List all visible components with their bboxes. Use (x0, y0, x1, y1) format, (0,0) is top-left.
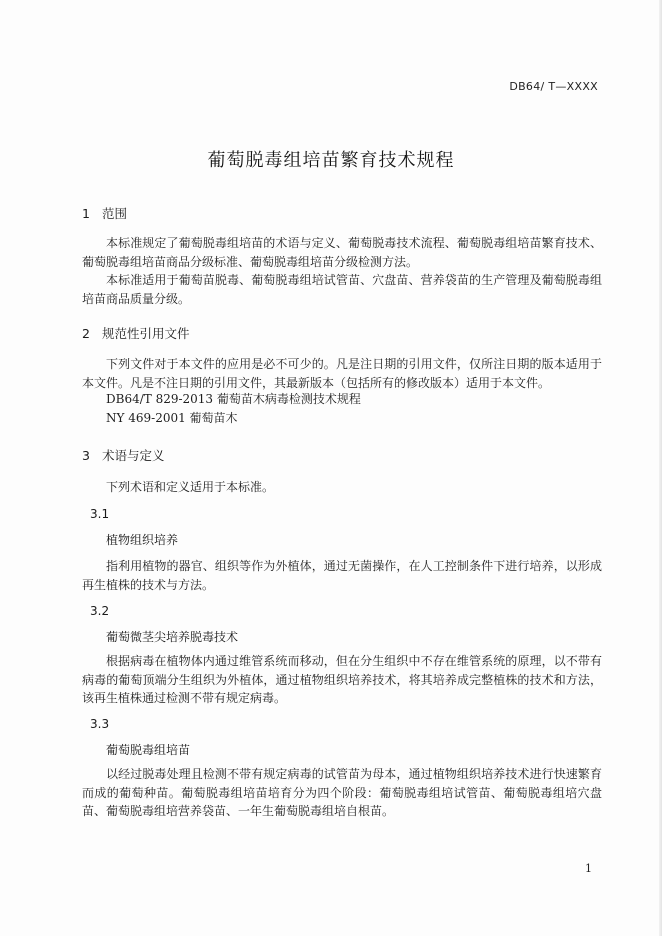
page-number: 1 (585, 862, 592, 875)
term-number: 3.3 (90, 717, 110, 731)
term-number: 3.1 (90, 507, 110, 521)
reference-item: DB64/T 829-2013 葡萄苗木病毒检测技术规程 (106, 392, 361, 406)
document-code: DB64/ T—XXXX (509, 80, 598, 93)
reference-item: NY 469-2001 葡萄苗木 (106, 411, 238, 425)
document-title: 葡萄脱毒组培苗繁育技术规程 (207, 150, 455, 171)
section-2-heading (82, 324, 190, 342)
term-definition: 根据病毒在植物体内通过维管系统而移动，但在分生组织中不存在维管系统的原理，以不带有病毒的葡萄顶端分生组织为外植体，通过植物组织培养技术，将其培养成完整植株的技术和方法，该再生植株通过检测不带有规定病毒。 (82, 654, 602, 705)
term-number: 3.2 (90, 604, 110, 618)
section-number: 1 (82, 206, 90, 221)
section-1-heading (82, 204, 127, 222)
section-1-paragraph-2: 本标准适用于葡萄苗脱毒、葡萄脱毒组培试管苗、穴盘苗、营养袋苗的生产管理及葡萄脱毒组培苗商品质量分级。 (82, 273, 602, 306)
section-2-paragraph: 下列文件对于本文件的应用是必不可少的。凡是注日期的引用文件，仅所注日期的版本适用于本文件。凡是不注日期的引用文件，其最新版本（包括所有的修改版本）适用于本文件。 (82, 357, 602, 390)
section-title: 术语与定义 (102, 448, 165, 463)
term-title: 植物组织培养 (106, 533, 179, 547)
section-1-paragraph-1: 本标准规定了葡萄脱毒组培苗的术语与定义、葡萄脱毒技术流程、葡萄脱毒组培苗繁育技术、葡萄脱毒组培苗商品分级标准、葡萄脱毒组培苗分级检测方法。 (82, 236, 602, 269)
term-definition: 指利用植物的器官、组织等作为外植体，通过无菌操作，在人工控制条件下进行培养，以形成再生植株的技术与方法。 (82, 559, 602, 592)
term-title: 葡萄脱毒组培苗 (106, 743, 191, 757)
section-title: 规范性引用文件 (102, 326, 190, 341)
section-title: 范围 (102, 206, 128, 221)
term-title: 葡萄微茎尖培养脱毒技术 (106, 630, 239, 644)
section-3-intro: 下列术语和定义适用于本标准。 (106, 480, 275, 494)
section-3-heading (82, 446, 165, 464)
term-definition: 以经过脱毒处理且检测不带有规定病毒的试管苗为母本，通过植物组织培养技术进行快速繁育而成的葡萄种苗。葡萄脱毒组培苗培育分为四个阶段：葡萄脱毒组培试管苗、葡萄脱毒组培穴盘苗、葡萄脱毒组培营养袋苗、一年生葡萄脱毒组培自根苗。 (82, 767, 602, 818)
section-number: 2 (82, 326, 90, 341)
section-number: 3 (82, 448, 90, 463)
